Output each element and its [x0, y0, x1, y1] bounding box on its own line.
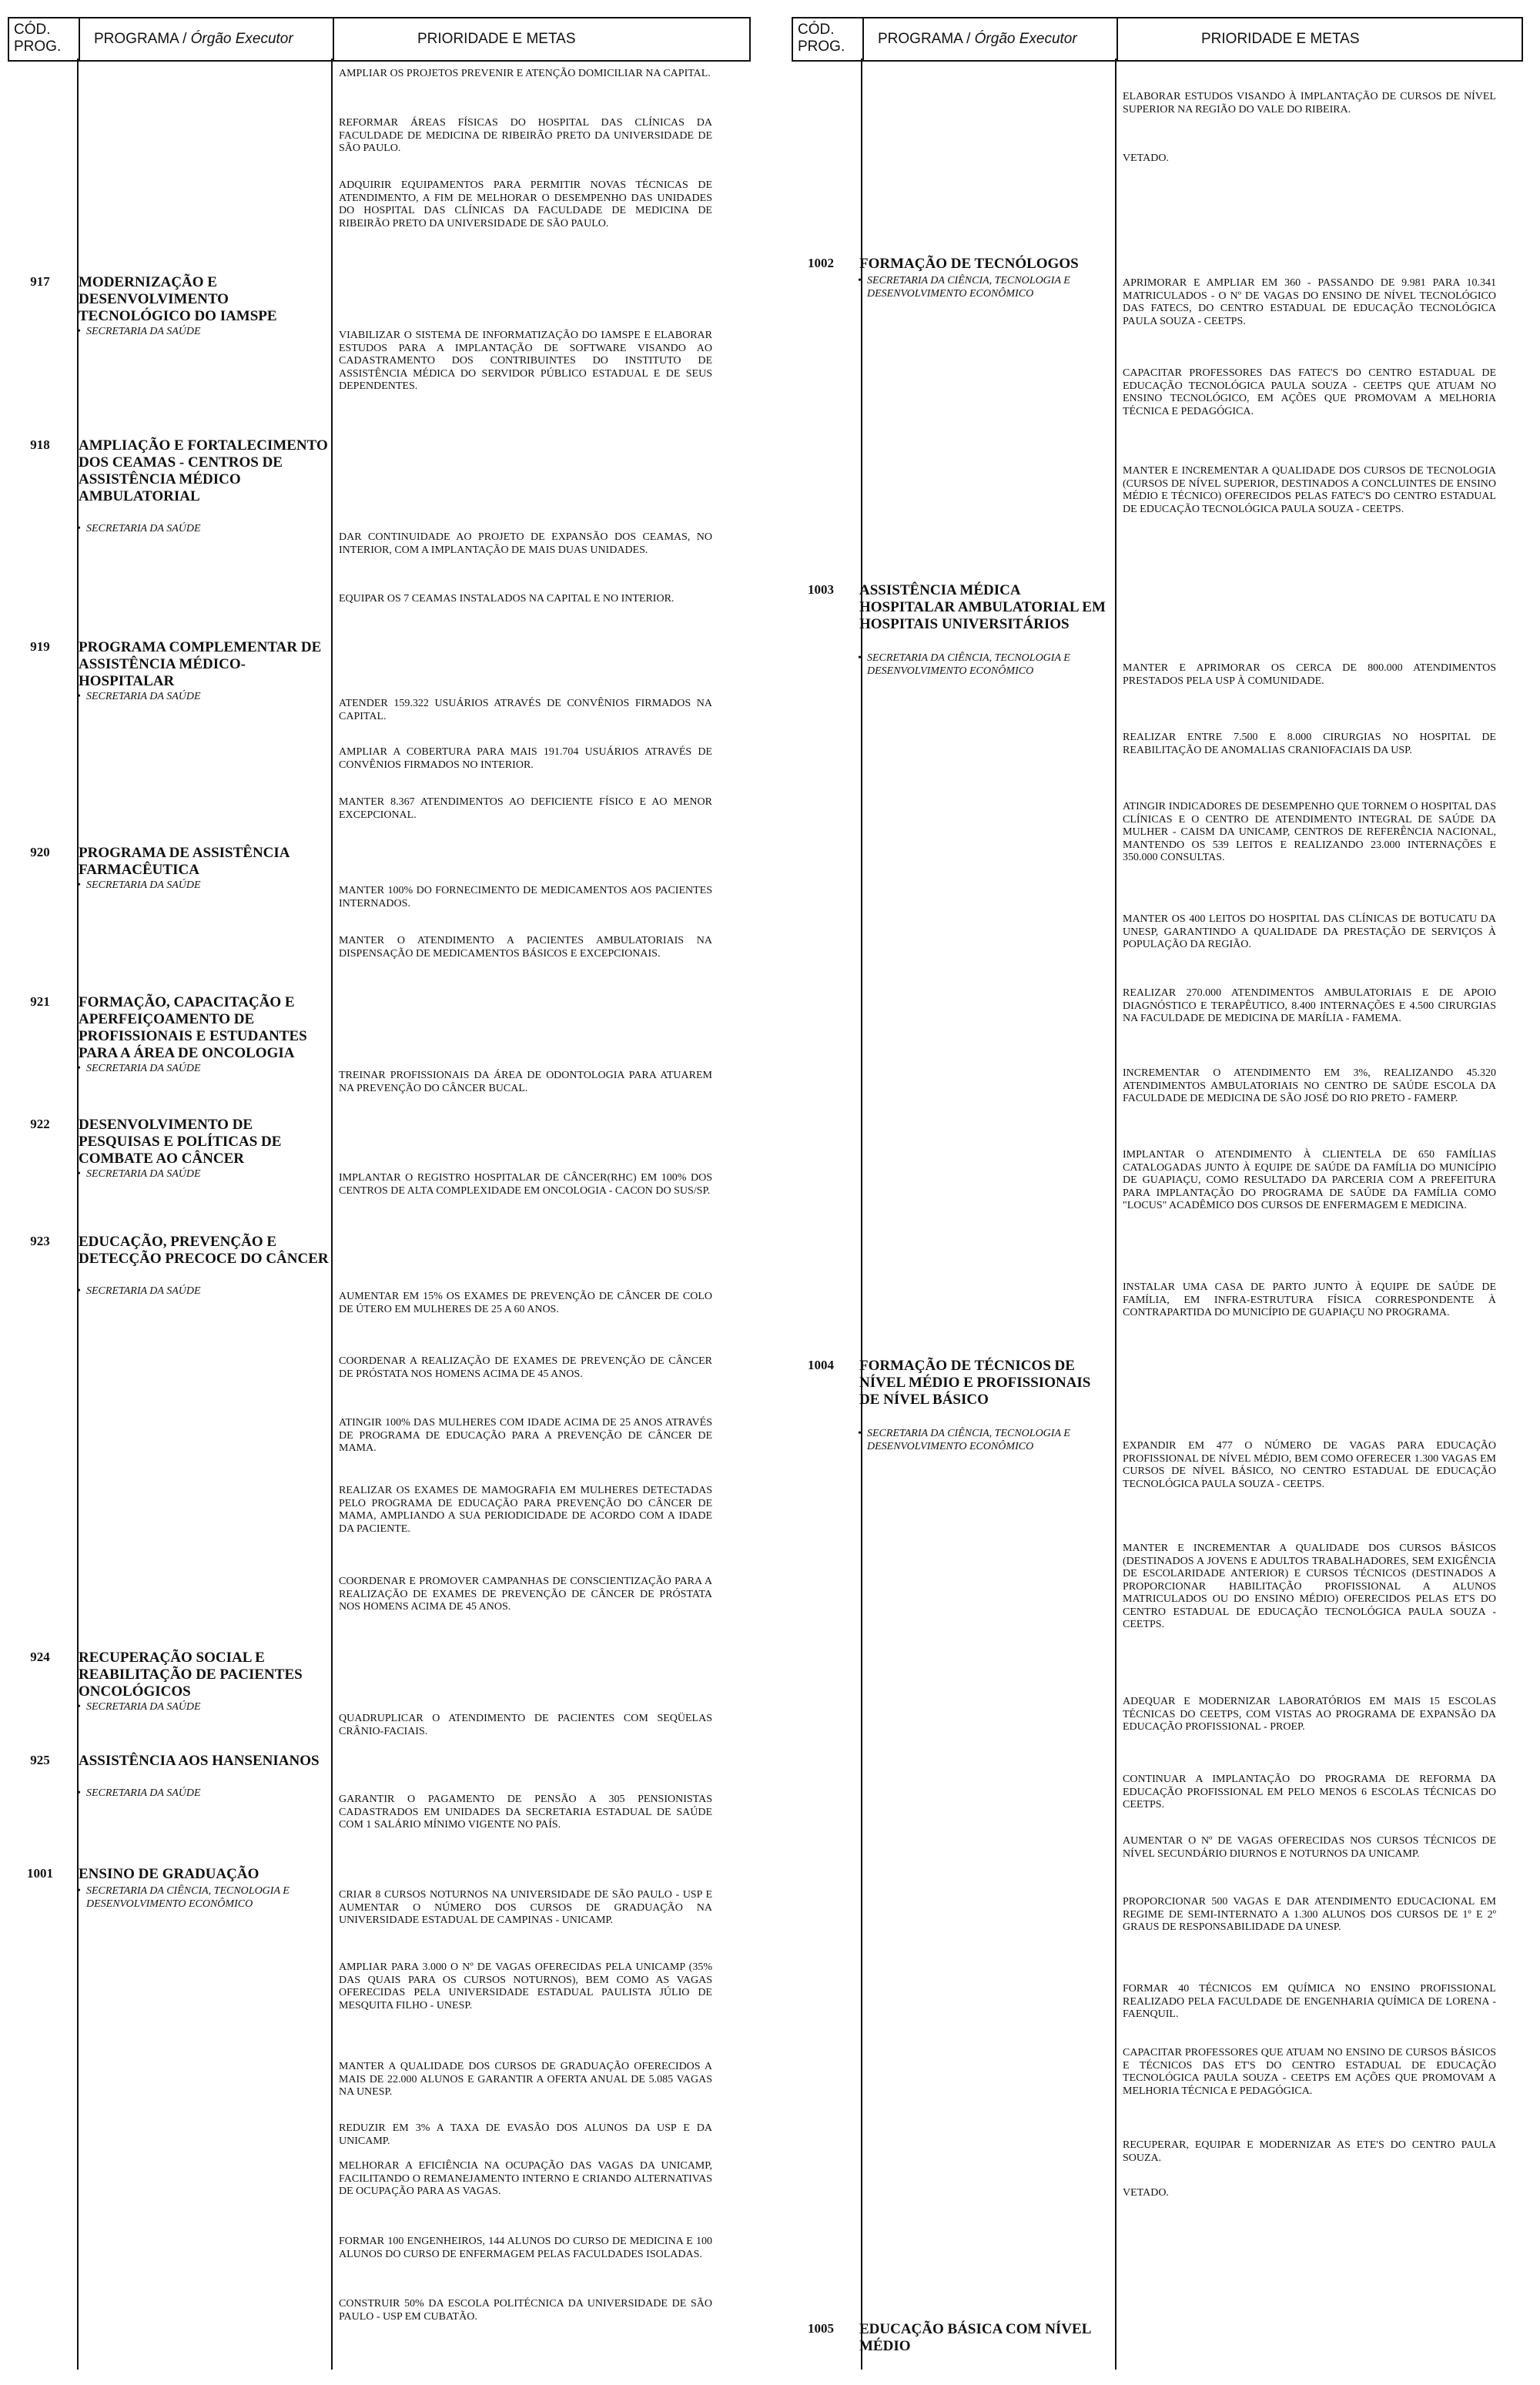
goal: ADEQUAR E MODERNIZAR LABORATÓRIOS EM MAIS 15 ESCOLAS TÉCNICAS DO CEETPS, COM VISTAS AO PROGRAMA DE EXPANSÃO DA EDUCAÇÃO PROFISSIONAL - PROEP.	[1123, 1696, 1496, 1733]
goal: PROPORCIONAR 500 VAGAS E DAR ATENDIMENTO EDUCACIONAL EM REGIME DE SEMI-INTERNATO A 1.300 ALUNOS DOS CURSOS DE 1º E 2º GRAUS DE RESPONSABILIDADE DA UNESP.	[1123, 1896, 1496, 1933]
goal: ADQUIRIR EQUIPAMENTOS PARA PERMITIR NOVAS TÉCNICAS DE ATENDIMENTO, A FIM DE MELHORAR O DESEMPENHO DAS UNIDADES DO HOSPITAL DAS CLÍNICAS DA FACULDADE DE MEDICINA DE RIBEIRÃO PRETO DA UNIVERSIDADE DE SÃO PAULO.	[339, 179, 712, 229]
header-cod: CÓD. PROG.	[14, 22, 62, 55]
goal: IMPLANTAR O REGISTRO HOSPITALAR DE CÂNCER(RHC) EM 100% DOS CENTROS DE ALTA COMPLEXIDADE EM ONCOLOGIA - CACON DO SUS/SP.	[339, 1172, 712, 1197]
goal: CAPACITAR PROFESSORES QUE ATUAM NO ENSINO DE CURSOS BÁSICOS E TÉCNICOS DAS ET'S DO CENTRO ESTADUAL DE EDUCAÇÃO TECNOLÓGICA PAULA SOUZA - CEETPS EM AÇÕES QUE PROMOVAM A MELHORIA TÉCNICA E PEDAGÓGICA.	[1123, 2047, 1496, 2097]
goal: REDUZIR EM 3% A TAXA DE EVASÃO DOS ALUNOS DA USP E DA UNICAMP.	[339, 2122, 712, 2147]
goal: VIABILIZAR O SISTEMA DE INFORMATIZAÇÃO DO IAMSPE E ELABORAR ESTUDOS PARA A IMPLANTAÇÃO DE SOFTWARE VISANDO AO CADASTRAMENTO DOS CONTRIBUINTES DO INSTITUTO DE ASSISTÊNCIA MÉDICA DO SERVIDOR PÚBLICO ESTADUAL E DE SEUS DEPENDENTES.	[339, 330, 712, 392]
goal: CONTINUAR A IMPLANTAÇÃO DO PROGRAMA DE REFORMA DA EDUCAÇÃO PROFISSIONAL EM PELO MENOS 6 ESCOLAS TÉCNICAS DO CEETPS.	[1123, 1774, 1496, 1811]
goal: MANTER E INCREMENTAR A QUALIDADE DOS CURSOS DE TECNOLOGIA (CURSOS DE NÍVEL SUPERIOR, DESTINADOS A CONCLUINTES DE ENSINO MÉDIO E TÉCNICO) OFERECIDOS PELAS FATEC'S DO CENTRO ESTADUAL DE EDUCAÇÃO TECNOLÓGICA PAULA SOUZA - CEETPS.	[1123, 465, 1496, 515]
goal: MANTER E APRIMORAR OS CERCA DE 800.000 ATENDIMENTOS PRESTADOS PELA USP À COMUNIDADE.	[1123, 662, 1496, 687]
goal: MANTER OS 400 LEITOS DO HOSPITAL DAS CLÍNICAS DE BOTUCATU DA UNESP, GARANTINDO A QUALIDADE DA PRESTAÇÃO DE SERVIÇOS À POPULAÇÃO DA REGIÃO.	[1123, 913, 1496, 950]
header-prioridade: PRIORIDADE E METAS	[417, 31, 576, 47]
goal: REALIZAR ENTRE 7.500 E 8.000 CIRURGIAS NO HOSPITAL DE REABILITAÇÃO DE ANOMALIAS CRANIOFACIAIS DA USP.	[1123, 732, 1496, 756]
goal: AMPLIAR OS PROJETOS PREVENIR E ATENÇÃO DOMICILIAR NA CAPITAL.	[339, 68, 711, 79]
goal: ATINGIR 100% DAS MULHERES COM IDADE ACIMA DE 25 ANOS ATRAVÉS DE PROGRAMA DE EDUCAÇÃO PARA A PREVENÇÃO DE CÂNCER DE MAMA.	[339, 1417, 712, 1454]
goal: REALIZAR 270.000 ATENDIMENTOS AMBULATORIAIS E DE APOIO DIAGNÓSTICO E TERAPÊUTICO, 8.400 INTERNAÇÕES E 4.500 CIRURGIAS NA FACULDADE DE MEDICINA DE MARÍLIA - FAMEMA.	[1123, 987, 1496, 1024]
goal: FORMAR 40 TÉCNICOS EM QUÍMICA NO ENSINO PROFISSIONAL REALIZADO PELA FACULDADE DE ENGENHARIA QUÍMICA DE LORENA - FAENQUIL.	[1123, 1983, 1496, 2020]
goal: TREINAR PROFISSIONAIS DA ÁREA DE ODONTOLOGIA PARA ATUAREM NA PREVENÇÃO DO CÂNCER BUCAL.	[339, 1070, 712, 1094]
goal: MANTER E INCREMENTAR A QUALIDADE DOS CURSOS BÁSICOS (DESTINADOS A JOVENS E ADULTOS TRABALHADORES, SEM EXIGÊNCIA DE ESCOLARIDADE ANTERIOR) E CURSOS TÉCNICOS (DESTINADOS A PROPORCIONAR HABILITAÇÃO PROFISSIONAL A ALUNOS MATRICULADOS OU DO ENSINO MÉDIO) OFERECIDOS PELAS ET'S DO CENTRO ESTADUAL DE EDUCAÇÃO TECNOLÓGICA PAULA SOUZA - CEETPS.	[1123, 1543, 1496, 1630]
goal: QUADRUPLICAR O ATENDIMENTO DE PACIENTES COM SEQÜELAS CRÂNIO-FACIAIS.	[339, 1713, 712, 1737]
goal: ATINGIR INDICADORES DE DESEMPENHO QUE TORNEM O HOSPITAL DAS CLÍNICAS E O CENTRO DE ATENDIMENTO INTEGRAL DE SAÚDE DA MULHER - CAISM DA UNICAMP, CENTROS DE REFERÊNCIA NACIONAL, MANTENDO OS 539 LEITOS E REALIZANDO 23.000 INTERNAÇÕES E 350.000 CONSULTAS.	[1123, 801, 1496, 863]
header-programa: PROGRAMA / Órgão Executor	[94, 31, 293, 47]
goal: GARANTIR O PAGAMENTO DE PENSÃO A 305 PENSIONISTAS CADASTRADOS EM UNIDADES DA SECRETARIA ESTADUAL DE SAÚDE COM 1 SALÁRIO MÍNIMO VIGENTE NO PAÍS.	[339, 1794, 712, 1831]
goal: AMPLIAR PARA 3.000 O Nº DE VAGAS OFERECIDAS PELA UNICAMP (35% DAS QUAIS PARA OS CURSOS NOTURNOS), BEM COMO AS VAGAS OFERECIDAS PELA UNIVERSIDADE ESTADUAL PAULISTA JÚLIO DE MESQUITA FILHO - UNESP.	[339, 1961, 712, 2012]
right-column: CÓD. PROG. PROGRAMA / Órgão Executor PRIORIDADE E METAS 1002 FORMAÇÃO DE TECNÓLOGOS • SECRETARIA DA CIÊNCIA, TECNOLOGIA E DESENVOLVIMENTO ECONÔMICO 1003 ASSISTÊNCIA MÉDICA HOSPITALAR AMBULATORIAL EM HOSPITAIS UNIVERSITÁRIOS • SECRETARIA DA CIÊNCIA, TECNOLOGIA E DESENVOLVIMENTO ECONÔMICO 1004 FORMAÇÃO DE TÉCNICOS DE NÍVEL MÉDIO E PROFISSIONAIS DE NÍVEL BÁSICO • SECRETARIA DA CIÊNCIA, TECNOLOGIA E DESENVOLVIMENTO ECONÔMICO 1005 EDUCAÇÃO BÁSICA COM NÍVEL MÉDIO ELABORAR ESTUDOS VISANDO À IMPLANTAÇÃO DE CURSOS DE NÍVEL SUPERIOR NA REGIÃO DO VALE DO RIBEIRA. VETADO. APRIMORAR E AMPLIAR EM 360 - PASSANDO DE 9.981 PARA 10.341 MATRICULADOS - O Nº DE VAGAS DO ENSINO DE NÍVEL TECNOLÓGICO DAS FATECS, DO CENTRO ESTADUAL DE EDUCAÇÃO TECNOLÓGICA PAULA SOUZA - CEETPS. CAPACITAR PROFESSORES DAS FATEC'S DO CENTRO ESTADUAL DE EDUCAÇÃO TECNOLÓGICA PAULA SOUZA - CEETPS QUE ATUAM NO ENSINO TECNOLÓGICO, EM AÇÕES QUE PROMOVAM A MELHORIA TÉCNICA E PEDAGÓGICA. MANTER E INCREMENTAR A QUALIDADE DOS CURSOS DE TECNOLOGIA (CURSOS DE NÍVEL SUPERIOR, DESTINADOS A CONCLUINTES DE ENSINO MÉDIO E TÉCNICO) OFERECIDOS PELAS FATEC'S DO CENTRO ESTADUAL DE EDUCAÇÃO TECNOLÓGICA PAULA SOUZA - CEETPS. MANTER E APRIMORAR OS CERCA DE 800.000 ATENDIMENTOS PRESTADOS PELA USP À COMUNIDADE. REALIZAR ENTRE 7.500 E 8.000 CIRURGIAS NO HOSPITAL DE REABILITAÇÃO DE ANOMALIAS CRANIOFACIAIS DA USP. ATINGIR INDICADORES DE DESEMPENHO QUE TORNEM O HOSPITAL DAS CLÍNICAS E O CENTRO DE ATENDIMENTO INTEGRAL DE SAÚDE DA MULHER - CAISM DA UNICAMP, CENTROS DE REFERÊNCIA NACIONAL, MANTENDO OS 539 LEITOS E REALIZANDO 23.000 INTERNAÇÕES E 350.000 CONSULTAS. MANTER OS 400 LEITOS DO HOSPITAL DAS CLÍNICAS DE BOTUCATU DA UNESP, GARANTINDO A QUALIDADE DA PRESTAÇÃO DE SERVIÇOS À POPULAÇÃO DA REGIÃO. REALIZAR 270.000 ATENDIMENTOS AMBULATORIAIS E DE APOIO DIAGNÓSTICO E TERAPÊUTICO, 8.400 INTERNAÇÕES E 4.500 CIRURGIAS NA FACULDADE DE MEDICINA DE MARÍLIA - FAMEMA. INCREMENTAR O ATENDIMENTO EM 3%, REALIZANDO 45.320 ATENDIMENTOS AMBULATORIAIS NO CENTRO DE SAÚDE ESCOLA DA FACULDADE DE MEDICINA DE SÃO JOSÉ DO RIO PRETO - FAMERP. IMPLANTAR O ATENDIMENTO À CLIENTELA DE 650 FAMÍLIAS CATALOGADAS JUNTO À EQUIPE DE SAÚDE DA FAMÍLIA DO MUNICÍPIO DE GUAPIAÇU, COMO RESULTADO DA PARCERIA COM A PREFEITURA PARA IMPLANTAÇÃO DO PROGRAMA DE SAÚDE DA FAMÍLIA COMO "LOCUS" ACADÊMICO DOS CURSOS DE ENFERMAGEM E MEDICINA. INSTALAR UMA CASA DE PARTO JUNTO À EQUIPE DE SAÚDE DE FAMÍLIA, EM INFRA-ESTRUTURA FÍSICA CORRESPONDENTE À CONTRAPARTIDA DO MUNICÍPIO DE GUAPIAÇU NO PROGRAMA. EXPANDIR EM 477 O NÚMERO DE VAGAS PARA EDUCAÇÃO PROFISSIONAL DE NÍVEL MÉDIO, BEM COMO OFERECER 1.300 VAGAS EM CURSOS DE NÍVEL BÁSICO, NO CENTRO ESTADUAL DE EDUCAÇÃO TECNOLÓGICA PAULA SOUZA - CEETPS. MANTER E INCREMENTAR A QUALIDADE DOS CURSOS BÁSICOS (DESTINADOS A JOVENS E ADULTOS TRABALHADORES, SEM EXIGÊNCIA DE ESCOLARIDADE ANTERIOR) E CURSOS TÉCNICOS (DESTINADOS A PROPORCIONAR HABILITAÇÃO PROFISSIONAL A ALUNOS MATRICULADOS OU DO ENSINO MÉDIO) OFERECIDOS PELAS ET'S DO CENTRO ESTADUAL DE EDUCAÇÃO TECNOLÓGICA PAULA SOUZA - CEETPS. ADEQUAR E MODERNIZAR LABORATÓRIOS EM MAIS 15 ESCOLAS TÉCNICAS DO CEETPS, COM VISTAS AO PROGRAMA DE EXPANSÃO DA EDUCAÇÃO PROFISSIONAL - PROEP. CONTINUAR A IMPLANTAÇÃO DO PROGRAMA DE REFORMA DA EDUCAÇÃO PROFISSIONAL EM PELO MENOS 6 ESCOLAS TÉCNICAS DO CEETPS. AUMENTAR O Nº DE VAGAS OFERECIDAS NOS CURSOS TÉCNICOS DE NÍVEL SECUNDÁRIO DIURNOS E NOTURNOS DA UNICAMP. PROPORCIONAR 500 VAGAS E DAR ATENDIMENTO EDUCACIONAL EM REGIME DE SEMI-INTERNATO A 1.300 ALUNOS DOS CURSOS DE 1º E 2º GRAUS DE RESPONSABILIDADE DA UNESP. FORMAR 40 TÉCNICOS EM QUÍMICA NO ENSINO PROFISSIONAL REALIZADO PELA FACULDADE DE ENGENHARIA QUÍMICA DE LORENA - FAENQUIL. CAPACITAR PROFESSORES QUE ATUAM NO ENSINO DE CURSOS BÁSICOS E TÉCNICOS DAS ET'S DO CENTRO ESTADUAL DE EDUCAÇÃO TECNOLÓGICA PAULA SOUZA - CEETPS EM AÇÕES QUE PROMOVAM A MELHORIA TÉCNICA E PEDAGÓGICA. RECUPERAR, EQUIPAR E MODERNIZAR AS ETE'S DO CENTRO PAULA SOUZA. VETADO.	[785, 0, 1540, 2385]
goal: AUMENTAR O Nº DE VAGAS OFERECIDAS NOS CURSOS TÉCNICOS DE NÍVEL SECUNDÁRIO DIURNOS E NOTURNOS DA UNICAMP.	[1123, 1835, 1496, 1860]
goal: RECUPERAR, EQUIPAR E MODERNIZAR AS ETE'S DO CENTRO PAULA SOUZA.	[1123, 2139, 1496, 2164]
goal: APRIMORAR E AMPLIAR EM 360 - PASSANDO DE 9.981 PARA 10.341 MATRICULADOS - O Nº DE VAGAS DO ENSINO DE NÍVEL TECNOLÓGICO DAS FATECS, DO CENTRO ESTADUAL DE EDUCAÇÃO TECNOLÓGICA PAULA SOUZA - CEETPS.	[1123, 277, 1496, 327]
goal: CAPACITAR PROFESSORES DAS FATEC'S DO CENTRO ESTADUAL DE EDUCAÇÃO TECNOLÓGICA PAULA SOUZA - CEETPS QUE ATUAM NO ENSINO TECNOLÓGICO, EM AÇÕES QUE PROMOVAM A MELHORIA TÉCNICA E PEDAGÓGICA.	[1123, 367, 1496, 417]
goal: CONSTRUIR 50% DA ESCOLA POLITÉCNICA DA UNIVERSIDADE DE SÃO PAULO - USP EM CUBATÃO.	[339, 2298, 712, 2323]
goal: IMPLANTAR O ATENDIMENTO À CLIENTELA DE 650 FAMÍLIAS CATALOGADAS JUNTO À EQUIPE DE SAÚDE DA FAMÍLIA DO MUNICÍPIO DE GUAPIAÇU, COMO RESULTADO DA PARCERIA COM A PREFEITURA PARA IMPLANTAÇÃO DO PROGRAMA DE SAÚDE DA FAMÍLIA COMO "LOCUS" ACADÊMICO DOS CURSOS DE ENFERMAGEM E MEDICINA.	[1123, 1149, 1496, 1211]
goal: MANTER O ATENDIMENTO A PACIENTES AMBULATORIAIS NA DISPENSAÇÃO DE MEDICAMENTOS BÁSICOS E EXCEPCIONAIS.	[339, 935, 712, 960]
goal: MANTER A QUALIDADE DOS CURSOS DE GRADUAÇÃO OFERECIDOS A MAIS DE 22.000 ALUNOS E GARANTIR A OFERTA ANUAL DE 5.085 VAGAS NA UNESP.	[339, 2061, 712, 2098]
header-cod: CÓD. PROG.	[798, 22, 845, 55]
goal: INCREMENTAR O ATENDIMENTO EM 3%, REALIZANDO 45.320 ATENDIMENTOS AMBULATORIAIS NO CENTRO DE SAÚDE ESCOLA DA FACULDADE DE MEDICINA DE SÃO JOSÉ DO RIO PRETO - FAMERP.	[1123, 1067, 1496, 1104]
header-programa: PROGRAMA / Órgão Executor	[878, 31, 1077, 47]
left-column: CÓD. PROG. PROGRAMA / Órgão Executor PRIORIDADE E METAS 917 MODERNIZAÇÃO E DESENVOLVIMENTO TECNOLÓGICO DO IAMSPE • SECRETARIA DA SAÚDE 918 AMPLIAÇÃO E FORTALECIMENTO DOS CEAMAS - CENTROS DE ASSISTÊNCIA MÉDICO AMBULATORIAL • SECRETARIA DA SAÚDE 919 PROGRAMA COMPLEMENTAR DE ASSISTÊNCIA MÉDICO-HOSPITALAR • SECRETARIA DA SAÚDE 920 PROGRAMA DE ASSISTÊNCIA FARMACÊUTICA • SECRETARIA DA SAÚDE 921 FORMAÇÃO, CAPACITAÇÃO E APERFEIÇOAMENTO DE PROFISSIONAIS E ESTUDANTES PARA A ÁREA DE ONCOLOGIA • SECRETARIA DA SAÚDE 922 DESENVOLVIMENTO DE PESQUISAS E POLÍTICAS DE COMBATE AO CÂNCER • SECRETARIA DA SAÚDE 923 EDUCAÇÃO, PREVENÇÃO E DETECÇÃO PRECOCE DO CÂNCER • SECRETARIA DA SAÚDE 924 RECUPERAÇÃO SOCIAL E REABILITAÇÃO DE PACIENTES ONCOLÓGICOS • SECRETARIA DA SAÚDE 925 ASSISTÊNCIA AOS HANSENIANOS • SECRETARIA DA SAÚDE 1001 ENSINO DE GRADUAÇÃO • SECRETARIA DA CIÊNCIA, TECNOLOGIA E DESENVOLVIMENTO ECONÔMICO AMPLIAR OS PROJETOS PREVENIR E ATENÇÃO DOMICILIAR NA CAPITAL. REFORMAR ÁREAS FÍSICAS DO HOSPITAL DAS CLÍNICAS DA FACULDADE DE MEDICINA DE RIBEIRÃO PRETO DA UNIVERSIDADE DE SÃO PAULO. ADQUIRIR EQUIPAMENTOS PARA PERMITIR NOVAS TÉCNICAS DE ATENDIMENTO, A FIM DE MELHORAR O DESEMPENHO DAS UNIDADES DO HOSPITAL DAS CLÍNICAS DA FACULDADE DE MEDICINA DE RIBEIRÃO PRETO DA UNIVERSIDADE DE SÃO PAULO. VIABILIZAR O SISTEMA DE INFORMATIZAÇÃO DO IAMSPE E ELABORAR ESTUDOS PARA A IMPLANTAÇÃO DE SOFTWARE VISANDO AO CADASTRAMENTO DOS CONTRIBUINTES DO INSTITUTO DE ASSISTÊNCIA MÉDICA DO SERVIDOR PÚBLICO ESTADUAL E DE SEUS DEPENDENTES. DAR CONTINUIDADE AO PROJETO DE EXPANSÃO DOS CEAMAS, NO INTERIOR, COM A IMPLANTAÇÃO DE MAIS DUAS UNIDADES. EQUIPAR OS 7 CEAMAS INSTALADOS NA CAPITAL E NO INTERIOR. ATENDER 159.322 USUÁRIOS ATRAVÉS DE CONVÊNIOS FIRMADOS NA CAPITAL. AMPLIAR A COBERTURA PARA MAIS 191.704 USUÁRIOS ATRAVÉS DE CONVÊNIOS FIRMADOS NO INTERIOR. MANTER 8.367 ATENDIMENTOS AO DEFICIENTE FÍSICO E AO MENOR EXCEPCIONAL. MANTER 100% DO FORNECIMENTO DE MEDICAMENTOS AOS PACIENTES INTERNADOS. MANTER O ATENDIMENTO A PACIENTES AMBULATORIAIS NA DISPENSAÇÃO DE MEDICAMENTOS BÁSICOS E EXCEPCIONAIS. TREINAR PROFISSIONAIS DA ÁREA DE ODONTOLOGIA PARA ATUAREM NA PREVENÇÃO DO CÂNCER BUCAL. IMPLANTAR O REGISTRO HOSPITALAR DE CÂNCER(RHC) EM 100% DOS CENTROS DE ALTA COMPLEXIDADE EM ONCOLOGIA - CACON DO SUS/SP. AUMENTAR EM 15% OS EXAMES DE PREVENÇÃO DE CÂNCER DE COLO DE ÚTERO EM MULHERES DE 25 A 60 ANOS. COORDENAR A REALIZAÇÃO DE EXAMES DE PREVENÇÃO DE CÂNCER DE PRÓSTATA NOS HOMENS ACIMA DE 45 ANOS. ATINGIR 100% DAS MULHERES COM IDADE ACIMA DE 25 ANOS ATRAVÉS DE PROGRAMA DE EDUCAÇÃO PARA A PREVENÇÃO DE CÂNCER DE MAMA. REALIZAR OS EXAMES DE MAMOGRAFIA EM MULHERES DETECTADAS PELO PROGRAMA DE EDUCAÇÃO PARA PREVENÇÃO DO CÂNCER DE MAMA, AMPLIANDO A SUA PERIODICIDADE DE ACORDO COM A IDADE DA PACIENTE. COORDENAR E PROMOVER CAMPANHAS DE CONSCIENTIZAÇÃO PARA A REALIZAÇÃO DE EXAMES DE PREVENÇÃO DE CÂNCER DE PRÓSTATA NOS HOMENS ACIMA DE 45 ANOS. QUADRUPLICAR O ATENDIMENTO DE PACIENTES COM SEQÜELAS CRÂNIO-FACIAIS. GARANTIR O PAGAMENTO DE PENSÃO A 305 PENSIONISTAS CADASTRADOS EM UNIDADES DA SECRETARIA ESTADUAL DE SAÚDE COM 1 SALÁRIO MÍNIMO VIGENTE NO PAÍS. CRIAR 8 CURSOS NOTURNOS NA UNIVERSIDADE DE SÃO PAULO - USP E AUMENTAR O NÚMERO DOS CURSOS DE GRADUAÇÃO NA UNIVERSIDADE ESTADUAL DE CAMPINAS - UNICAMP. AMPLIAR PARA 3.000 O Nº DE VAGAS OFERECIDAS PELA UNICAMP (35% DAS QUAIS PARA OS CURSOS NOTURNOS), BEM COMO AS VAGAS OFERECIDAS PELA UNIVERSIDADE ESTADUAL PAULISTA JÚLIO DE MESQUITA FILHO - UNESP. MANTER A QUALIDADE DOS CURSOS DE GRADUAÇÃO OFERECIDOS A MAIS DE 22.000 ALUNOS E GARANTIR A OFERTA ANUAL DE 5.085 VAGAS NA UNESP. REDUZIR EM 3% A TAXA DE EVASÃO DOS ALUNOS DA USP E DA UNICAMP. MELHORAR A EFICIÊNCIA NA OCUPAÇÃO DAS VAGAS DA UNICAMP, FACILITANDO O REMANEJAMENTO INTERNO E CRIANDO ALTERNATIVAS DE OCUPAÇÃO PARA AS VAGAS. FORMAR 100 ENGENHEIROS, 144 ALUNOS DO CURSO DE MEDICINA E 100 ALUNOS DO CURSO DE ENFERMAGEM PELAS FACULDADES ISOLADAS. CONSTRUIR 50% DA ESCOLA POLITÉCNICA DA UNIVERSIDADE DE SÃO PAULO - USP EM CUBATÃO.	[0, 0, 766, 2385]
goal: AMPLIAR A COBERTURA PARA MAIS 191.704 USUÁRIOS ATRAVÉS DE CONVÊNIOS FIRMADOS NO INTERIOR.	[339, 746, 712, 771]
goal: ELABORAR ESTUDOS VISANDO À IMPLANTAÇÃO DE CURSOS DE NÍVEL SUPERIOR NA REGIÃO DO VALE DO RIBEIRA.	[1123, 91, 1496, 116]
goal: EXPANDIR EM 477 O NÚMERO DE VAGAS PARA EDUCAÇÃO PROFISSIONAL DE NÍVEL MÉDIO, BEM COMO OFERECER 1.300 VAGAS EM CURSOS DE NÍVEL BÁSICO, NO CENTRO ESTADUAL DE EDUCAÇÃO TECNOLÓGICA PAULA SOUZA - CEETPS.	[1123, 1440, 1496, 1490]
goal: INSTALAR UMA CASA DE PARTO JUNTO À EQUIPE DE SAÚDE DE FAMÍLIA, EM INFRA-ESTRUTURA FÍSICA CORRESPONDENTE À CONTRAPARTIDA DO MUNICÍPIO DE GUAPIAÇU NO PROGRAMA.	[1123, 1281, 1496, 1318]
goal: MELHORAR A EFICIÊNCIA NA OCUPAÇÃO DAS VAGAS DA UNICAMP, FACILITANDO O REMANEJAMENTO INTERNO E CRIANDO ALTERNATIVAS DE OCUPAÇÃO PARA AS VAGAS.	[339, 2160, 712, 2197]
goal: EQUIPAR OS 7 CEAMAS INSTALADOS NA CAPITAL E NO INTERIOR.	[339, 593, 675, 605]
goal: ATENDER 159.322 USUÁRIOS ATRAVÉS DE CONVÊNIOS FIRMADOS NA CAPITAL.	[339, 698, 712, 722]
table-header	[792, 17, 1523, 62]
goal: REFORMAR ÁREAS FÍSICAS DO HOSPITAL DAS CLÍNICAS DA FACULDADE DE MEDICINA DE RIBEIRÃO PRETO DA UNIVERSIDADE DE SÃO PAULO.	[339, 117, 712, 154]
goal: VETADO.	[1123, 2187, 1169, 2199]
goal: MANTER 8.367 ATENDIMENTOS AO DEFICIENTE FÍSICO E AO MENOR EXCEPCIONAL.	[339, 796, 712, 821]
table-header	[8, 17, 751, 62]
goal: CRIAR 8 CURSOS NOTURNOS NA UNIVERSIDADE DE SÃO PAULO - USP E AUMENTAR O NÚMERO DOS CURSOS DE GRADUAÇÃO NA UNIVERSIDADE ESTADUAL DE CAMPINAS - UNICAMP.	[339, 1889, 712, 1926]
goal: COORDENAR E PROMOVER CAMPANHAS DE CONSCIENTIZAÇÃO PARA A REALIZAÇÃO DE EXAMES DE PREVENÇÃO DE CÂNCER DE PRÓSTATA NOS HOMENS ACIMA DE 45 ANOS.	[339, 1576, 712, 1613]
goal: REALIZAR OS EXAMES DE MAMOGRAFIA EM MULHERES DETECTADAS PELO PROGRAMA DE EDUCAÇÃO PARA PREVENÇÃO DO CÂNCER DE MAMA, AMPLIANDO A SUA PERIODICIDADE DE ACORDO COM A IDADE DA PACIENTE.	[339, 1485, 712, 1535]
header-prioridade: PRIORIDADE E METAS	[1201, 31, 1360, 47]
goal: VETADO.	[1123, 152, 1169, 164]
goal: COORDENAR A REALIZAÇÃO DE EXAMES DE PREVENÇÃO DE CÂNCER DE PRÓSTATA NOS HOMENS ACIMA DE 45 ANOS.	[339, 1355, 712, 1380]
goal: FORMAR 100 ENGENHEIROS, 144 ALUNOS DO CURSO DE MEDICINA E 100 ALUNOS DO CURSO DE ENFERMAGEM PELAS FACULDADES ISOLADAS.	[339, 2236, 712, 2260]
goal: DAR CONTINUIDADE AO PROJETO DE EXPANSÃO DOS CEAMAS, NO INTERIOR, COM A IMPLANTAÇÃO DE MAIS DUAS UNIDADES.	[339, 531, 712, 556]
goal: MANTER 100% DO FORNECIMENTO DE MEDICAMENTOS AOS PACIENTES INTERNADOS.	[339, 885, 712, 909]
goal: AUMENTAR EM 15% OS EXAMES DE PREVENÇÃO DE CÂNCER DE COLO DE ÚTERO EM MULHERES DE 25 A 60 ANOS.	[339, 1291, 712, 1315]
